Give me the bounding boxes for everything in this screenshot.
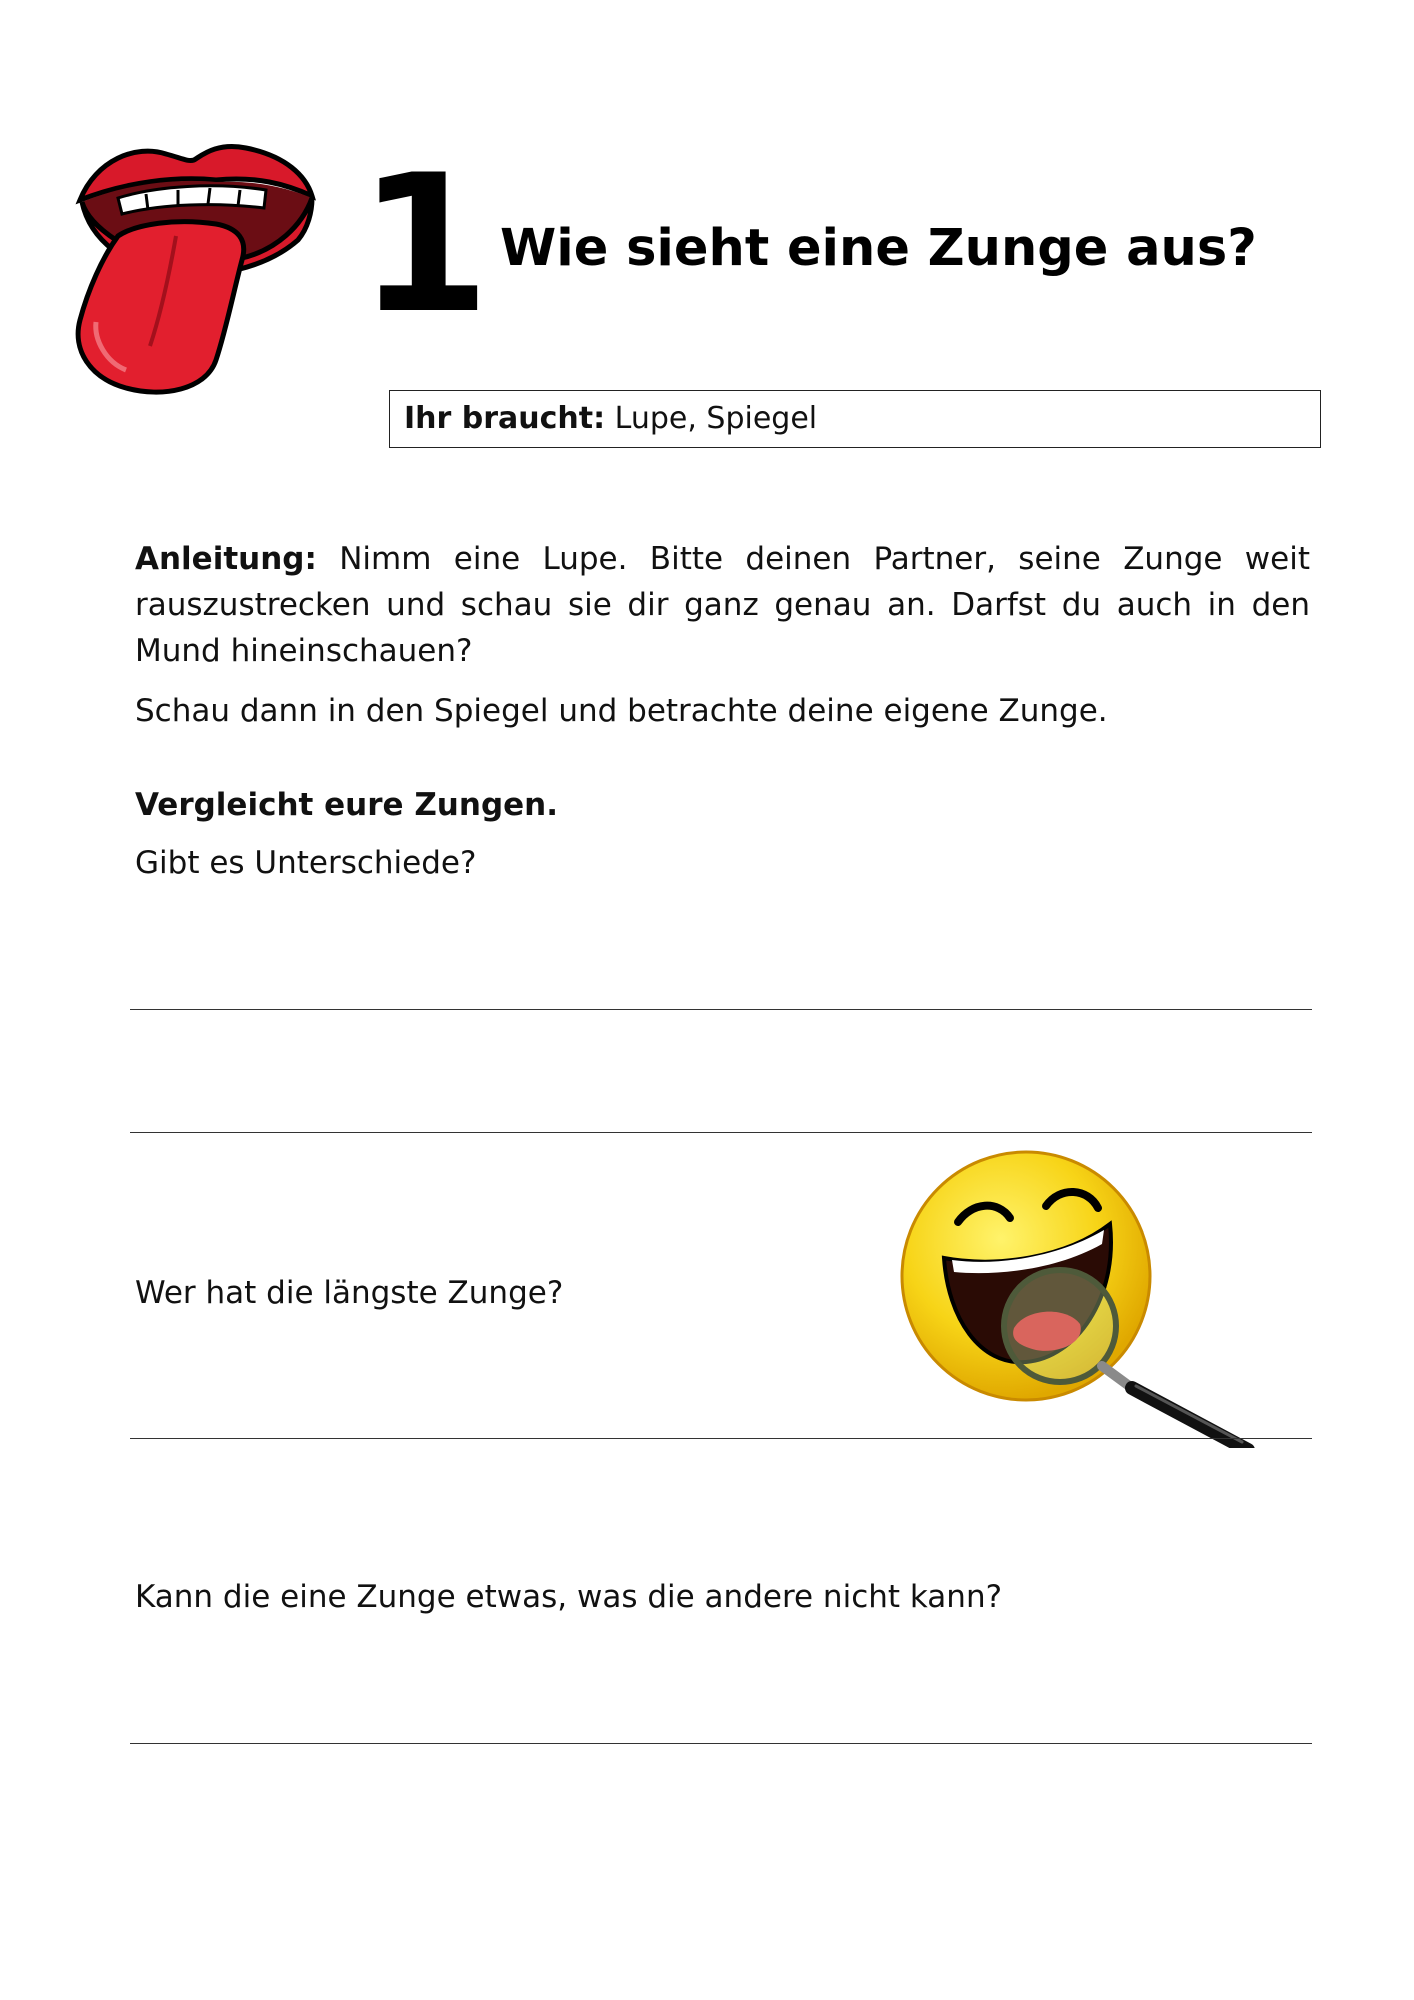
smiley-magnifier-icon: [896, 1148, 1266, 1448]
materials-box: [389, 390, 1321, 448]
task-number: 1: [358, 134, 487, 355]
tongue-lips-icon: [66, 140, 326, 400]
answer-line[interactable]: [130, 1438, 1312, 1439]
question-longest-tongue: Wer hat die längste Zunge?: [135, 1275, 564, 1311]
answer-line[interactable]: [130, 1009, 1312, 1010]
instruction-paragraph: [135, 536, 1310, 674]
compare-heading: Vergleicht eure Zungen.: [135, 787, 559, 823]
materials-items: Lupe, Spiegel: [614, 401, 818, 436]
question-differences: Gibt es Unterschiede?: [135, 845, 477, 881]
instruction-label: Anleitung:: [135, 541, 317, 577]
instruction-text: Nimm eine Lupe. Bitte deinen Partner, seine Zunge weit rauszustrecken und schau sie dir ganz genau an. Darfst du auch in den Mund hineinschauen?: [135, 541, 1311, 669]
question-tongue-abilities: Kann die eine Zunge etwas, was die andere nicht kann?: [135, 1579, 1003, 1615]
answer-line[interactable]: [130, 1132, 1312, 1133]
answer-line[interactable]: [130, 1743, 1312, 1744]
mirror-instruction: Schau dann in den Spiegel und betrachte deine eigene Zunge.: [135, 693, 1108, 729]
page-title: Wie sieht eine Zunge aus?: [500, 219, 1257, 278]
materials-label: Ihr braucht:: [404, 401, 606, 436]
